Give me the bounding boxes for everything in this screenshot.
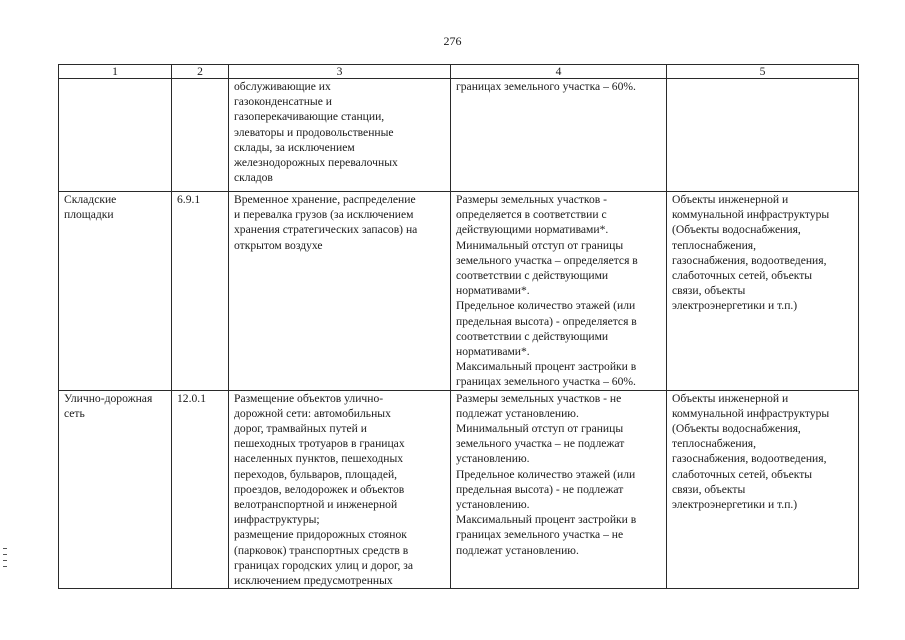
use-name-cell <box>59 192 172 391</box>
description-line: (парковок) транспортных средств в <box>234 543 409 557</box>
parameters-line: Минимальный отступ от границы <box>456 422 624 436</box>
table-row <box>59 390 859 589</box>
column-header-3: 3 <box>229 65 451 79</box>
use-name-line: Улично-дорожная <box>64 391 153 405</box>
description-line: инфраструктуры; <box>234 513 320 527</box>
use-code-cell <box>172 79 229 192</box>
description-line: железнодорожных перевалочных <box>234 156 398 170</box>
use-name-cell <box>59 79 172 192</box>
description-line: обслуживающие их <box>234 80 331 93</box>
parameters-line: Максимальный процент застройки в <box>456 360 637 374</box>
infrastructure-cell <box>667 390 859 589</box>
parameters-line: определяется в соответствии с <box>456 208 607 222</box>
use-code-cell: 12.0.1 <box>172 390 229 589</box>
table-row <box>59 192 859 391</box>
description-line: хранения стратегических запасов) на <box>234 223 418 237</box>
column-header-4: 4 <box>451 65 667 79</box>
parameters-line: границах земельного участка – 60%. <box>456 80 636 93</box>
parameters-line: предельная высота) - определяется в <box>456 314 637 328</box>
description-line: пешеходных тротуаров в границах <box>234 437 405 451</box>
parameters-line: установлению. <box>456 498 530 512</box>
description-line: газоконденсатные и <box>234 95 332 109</box>
parameters-line: Предельное количество этажей (или <box>456 467 636 481</box>
infrastructure-line: коммунальной инфраструктуры <box>672 208 830 222</box>
parameters-line: Размеры земельных участков - не <box>456 391 622 405</box>
infrastructure-line: слаботочных сетей, объекты <box>672 467 813 481</box>
use-name-line: площадки <box>64 208 114 222</box>
scan-margin-marks <box>3 548 7 572</box>
infrastructure-line: теплоснабжения, <box>672 437 757 451</box>
parameters-line: подлежат установлению. <box>456 543 579 557</box>
description-cell <box>229 192 451 391</box>
description-line: переходов, бульваров, площадей, <box>234 467 398 481</box>
infrastructure-line: газоснабжения, водоотведения, <box>672 452 827 466</box>
description-line: Размещение объектов улично- <box>234 391 384 405</box>
infrastructure-line: (Объекты водоснабжения, <box>672 422 801 436</box>
parameters-cell <box>451 390 667 589</box>
infrastructure-line: Объекты инженерной и <box>672 193 789 206</box>
parameters-line: Предельное количество этажей (или <box>456 299 636 313</box>
infrastructure-line: газоснабжения, водоотведения, <box>672 253 827 267</box>
description-line: границах городских улиц и дорог, за <box>234 558 413 572</box>
use-name-line: Складские <box>64 193 117 206</box>
infrastructure-line: электроэнергетики и т.п.) <box>672 299 798 313</box>
parameters-line: соответствии с действующими <box>456 269 609 283</box>
description-line: склады, за исключением <box>234 140 355 154</box>
parameters-line: нормативами*. <box>456 284 530 298</box>
description-line: и перевалка грузов (за исключением <box>234 208 414 222</box>
parameters-line: установлению. <box>456 452 530 466</box>
description-line: складов <box>234 171 273 185</box>
description-line: Временное хранение, распределение <box>234 193 416 206</box>
description-line: велотранспортной и инженерной <box>234 498 398 512</box>
description-line: исключением предусмотренных <box>234 574 393 588</box>
use-name-line: сеть <box>64 406 85 420</box>
description-line: элеваторы и продовольственные <box>234 125 394 139</box>
infrastructure-line: электроэнергетики и т.п.) <box>672 498 798 512</box>
parameters-line: земельного участка – не подлежат <box>456 437 625 451</box>
description-line: размещение придорожных стоянок <box>234 528 407 542</box>
description-line: проездов, велодорожек и объектов <box>234 482 405 496</box>
page-number: 276 <box>443 34 462 48</box>
parameters-line: действующими нормативами*. <box>456 223 609 237</box>
description-cell <box>229 79 451 192</box>
description-line: населенных пунктов, пешеходных <box>234 452 404 466</box>
parameters-cell <box>451 192 667 391</box>
column-header-1: 1 <box>59 65 172 79</box>
infrastructure-line: связи, объекты <box>672 284 746 298</box>
parameters-cell <box>451 79 667 192</box>
column-header-2: 2 <box>172 65 229 79</box>
parameters-line: Максимальный процент застройки в <box>456 513 637 527</box>
infrastructure-line: коммунальной инфраструктуры <box>672 406 830 420</box>
description-line: дорожной сети: автомобильных <box>234 406 391 420</box>
parameters-line: соответствии с действующими <box>456 329 609 343</box>
parameters-line: Минимальный отступ от границы <box>456 238 624 252</box>
infrastructure-line: (Объекты водоснабжения, <box>672 223 801 237</box>
description-line: газоперекачивающие станции, <box>234 110 385 124</box>
description-cell <box>229 390 451 589</box>
header-row <box>59 65 859 79</box>
use-name-cell <box>59 390 172 589</box>
infrastructure-cell <box>667 192 859 391</box>
infrastructure-line: связи, объекты <box>672 482 746 496</box>
parameters-line: нормативами*. <box>456 345 530 359</box>
parameters-line: границах земельного участка – не <box>456 528 624 542</box>
parameters-line: предельная высота) - не подлежат <box>456 482 624 496</box>
parameters-line: подлежат установлению. <box>456 406 579 420</box>
use-code-cell: 6.9.1 <box>172 192 229 391</box>
description-line: открытом воздухе <box>234 238 323 252</box>
infrastructure-line: слаботочных сетей, объекты <box>672 269 813 283</box>
parameters-line: границах земельного участка – 60%. <box>456 375 636 389</box>
infrastructure-line: Объекты инженерной и <box>672 391 789 405</box>
column-header-5: 5 <box>667 65 859 79</box>
description-line: дорог, трамвайных путей и <box>234 422 367 436</box>
parameters-line: земельного участка – определяется в <box>456 253 638 267</box>
land-use-table <box>58 64 859 589</box>
parameters-line: Размеры земельных участков - <box>456 193 608 206</box>
infrastructure-cell <box>667 79 859 192</box>
table-row <box>59 79 859 192</box>
infrastructure-line: теплоснабжения, <box>672 238 757 252</box>
